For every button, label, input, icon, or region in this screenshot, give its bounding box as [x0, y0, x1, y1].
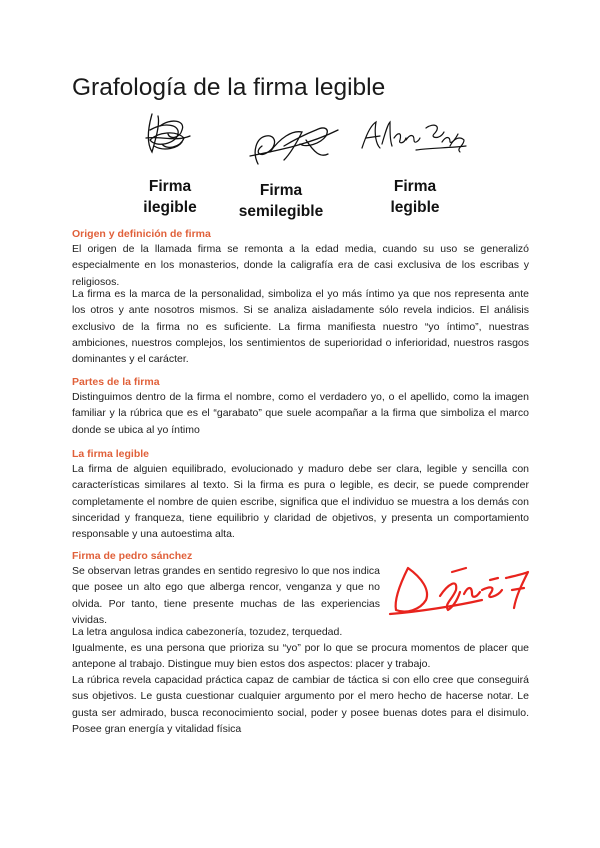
section-heading-partes: Partes de la firma: [72, 376, 160, 388]
pedro-sanchez-signature: [386, 556, 534, 628]
legible-signature: [362, 122, 466, 152]
paragraph-letra-angulosa: La letra angulosa indica cabezonería, tozudez, terquedad.: [72, 626, 343, 638]
paragraph-firma-legible: La firma de alguien equilibrado, evolucionado y maduro debe ser clara, legible y sencilla con características similares al texto. Si la firma es pura o legible, es decir, se puede comprender completamente el nombre de quien escribe, significa que el individuo se muestra a los demás con sinceridad y franqueza, tiene equilibrio y claridad de objetivos, y presenta un comportamiento responsable y una autoestima alta.: [72, 463, 529, 541]
section-heading-firma-legible: La firma legible: [72, 448, 150, 460]
section-heading-origen: Origen y definición de firma: [72, 228, 211, 240]
paragraph-letras-grandes: Se observan letras grandes en sentido regresivo lo que nos indica que posee un alto ego que alberga rencor, venganza y que no olvida. Por tanto, tiene presente muchas de las experiencias vividas.: [72, 565, 380, 626]
signature-comparison-figure: [130, 108, 470, 226]
illegible-signature: [146, 114, 190, 152]
paragraph-partes: Distinguimos dentro de la firma el nombre, como el verdadero yo, o el apellido, como la imagen familiar y la rúbrica que es el “garabato” que suele acompañar a la firma que simboliza el marco donde se ubica al yo íntimo: [72, 391, 529, 436]
semilegible-signature: [250, 128, 338, 164]
paragraph-origen: El origen de la llamada firma se remonta a la edad media, cuando su uso se generalizó especialmente en los monasterios, donde la caligrafía era de casi exclusiva de los escribas y religiosos.: [72, 243, 529, 288]
page-title: Grafología de la firma legible: [72, 74, 386, 101]
paragraph-marca-personalidad: La firma es la marca de la personalidad, simboliza el yo más íntimo ya que nos representa ante los otros y ante nosotros mismos. Si se analiza aisladamente sólo revela indicios. El análisis exclusivo de la firma no es suficiente. La firma manifiesta nuestro “yo íntimo”, nuestras ambiciones, nuestros complejos, los sentimientos de superioridad o inferioridad, nuestros rasgos dominantes y el carácter.: [72, 288, 529, 366]
caption-illegible: Firma ilegible: [143, 178, 197, 216]
paragraph-igualmente: Igualmente, es una persona que prioriza su “yo” por lo que se procura momentos de placer que antepone al trabajo. Distingue muy bien estos dos aspectos: placer y trabajo.: [72, 642, 529, 671]
caption-legible: Firma legible: [390, 178, 440, 216]
caption-semilegible: Firma semilegible: [238, 182, 324, 220]
section-heading-pedro-sanchez: Firma de pedro sánchez: [72, 550, 193, 562]
paragraph-rubrica: La rúbrica revela capacidad práctica capaz de cambiar de táctica si con ello cree que conseguirá sus objetivos. Le gusta cuestionar cualquier argumento por el mero hecho de hacerse notar. Le gusta ser admirado, busca reconocimiento social, poder y posee buenas dotes para el disimulo. Posee gran energía y vitalidad física: [72, 674, 529, 735]
